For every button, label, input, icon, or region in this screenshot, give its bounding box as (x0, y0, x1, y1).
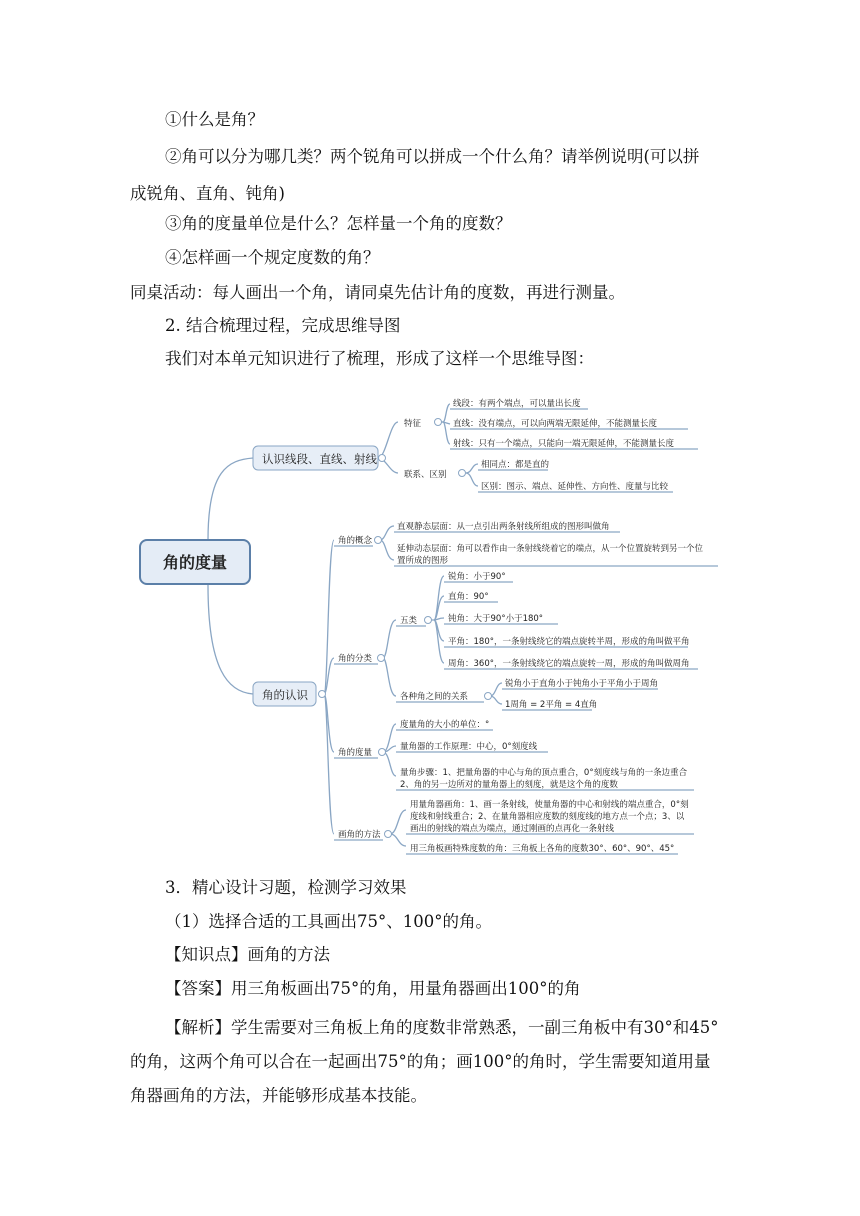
question-2: ②角可以分为哪几类？两个锐角可以拼成一个什么角？请举例说明(可以拼 (165, 147, 700, 166)
knowledge-label: 【知识点】 (165, 945, 248, 964)
classify-label: 角的分类 (338, 654, 373, 664)
draw-item: 用量角器画角：1、画一条射线，使量角器的中心和射线的端点重合，0°刻 (410, 800, 689, 810)
concept-item: 置所成的图形 (397, 556, 449, 566)
five-item: 平角：180°，一条射线绕它的端点旋转半周，形成的角叫做平角 (448, 637, 690, 647)
answer-label: 【答案】 (165, 979, 231, 998)
five-item: 锐角：小于90° (448, 572, 506, 582)
analysis-label: 【解析】 (165, 1018, 231, 1037)
measure-item: 量角步骤：1、把量角器的中心与角的顶点重合，0°刻度线与角的一条边重合 (400, 768, 688, 778)
feature-item: 线段：有两个端点，可以量出长度 (453, 399, 581, 409)
branch1-label: 认识线段、直线、射线 (262, 452, 377, 466)
measure-item: 量角器的工作原理：中心，0°刻度线 (400, 742, 538, 752)
concept-label: 角的概念 (338, 536, 373, 546)
relation-label: 联系、区别 (404, 470, 447, 480)
relation-item: 相同点：都是直的 (481, 460, 550, 470)
angle-relation-item: 1周角 = 2平角 = 4直角 (505, 700, 598, 710)
draw-item: 用三角板画特殊度数的角：三角板上各角的度数30°、60°、90°、45° (410, 844, 675, 854)
feature-item: 射线：只有一个端点，只能向一端无限延伸，不能测量长度 (453, 439, 675, 449)
knowledge-point (165, 943, 330, 967)
knowledge-text: 画角的方法 (247, 945, 330, 964)
branch2-label: 角的认识 (262, 688, 308, 702)
section-3-title: 3．精心设计习题，检测学习效果 (165, 878, 407, 897)
mindmap-root: 角的度量 (162, 553, 228, 572)
section-2-intro: 我们对本单元知识进行了梳理，形成了这样一个思维导图： (165, 349, 594, 368)
draw-item: 度线和射线重合；2、在量角器相应度数的刻度线的地方点一个点；3、以 (410, 812, 685, 822)
five-item: 直角：90° (448, 592, 489, 602)
analysis-text: 学生需要对三角板上角的度数非常熟悉，一副三角板中有30°和45°的角，这两个角可以合在一起画出75°的角；画100°的角时，学生需要知道用量角器画角的方法，并能够形成基本技能。 (130, 1018, 719, 1105)
draw-label: 画角的方法 (338, 830, 381, 840)
exercise-1: （1）选择合适的工具画出75°、100°的角。 (165, 912, 492, 931)
answer (165, 977, 581, 1001)
analysis (130, 1011, 720, 1113)
five-item: 钝角：大于90°小于180° (448, 614, 544, 624)
measure-item: 度量角的大小的单位：° (400, 720, 490, 730)
mind-map (128, 380, 728, 860)
concept-item: 延伸动态层面：角可以看作由一条射线绕着它的端点，从一个位置旋转到另一个位 (397, 544, 704, 554)
draw-item: 画出的射线的端点为端点，通过刚画的点再化一条射线 (410, 824, 615, 834)
concept-item: 直观静态层面：从一点引出两条射线所组成的图形叫做角 (397, 522, 610, 532)
five-item: 周角：360°，一条射线绕它的端点旋转一周，形成的角叫做周角 (448, 659, 690, 669)
feature-item: 直线：没有端点，可以向两端无限延伸，不能测量长度 (453, 419, 658, 429)
angle-relation-label: 各种角之间的关系 (400, 692, 469, 702)
pair-activity: 同桌活动：每人画出一个角，请同桌先估计角的度数，再进行测量。 (130, 283, 625, 302)
answer-text: 用三角板画出75°的角，用量角器画出100°的角 (231, 979, 581, 998)
question-1: ①什么是角？ (165, 110, 264, 129)
question-4: ④怎样画一个规定度数的角？ (165, 248, 380, 267)
question-3: ③角的度量单位是什么？怎样量一个角的度数？ (165, 214, 512, 233)
feature-label: 特征 (404, 419, 422, 429)
relation-item: 区别：图示、端点、延伸性、方向性、度量与比较 (481, 482, 669, 492)
question-2-cont: 成锐角、直角、钝角) (130, 184, 285, 203)
five-label: 五类 (400, 616, 418, 626)
measure-item: 2、角的另一边所对的量角器上的刻度，就是这个角的度数 (400, 780, 618, 790)
angle-relation-item: 锐角小于直角小于钝角小于平角小于周角 (505, 679, 659, 689)
measure-label: 角的度量 (338, 748, 373, 758)
section-2-title: 2. 结合梳理过程，完成思维导图 (165, 316, 401, 335)
